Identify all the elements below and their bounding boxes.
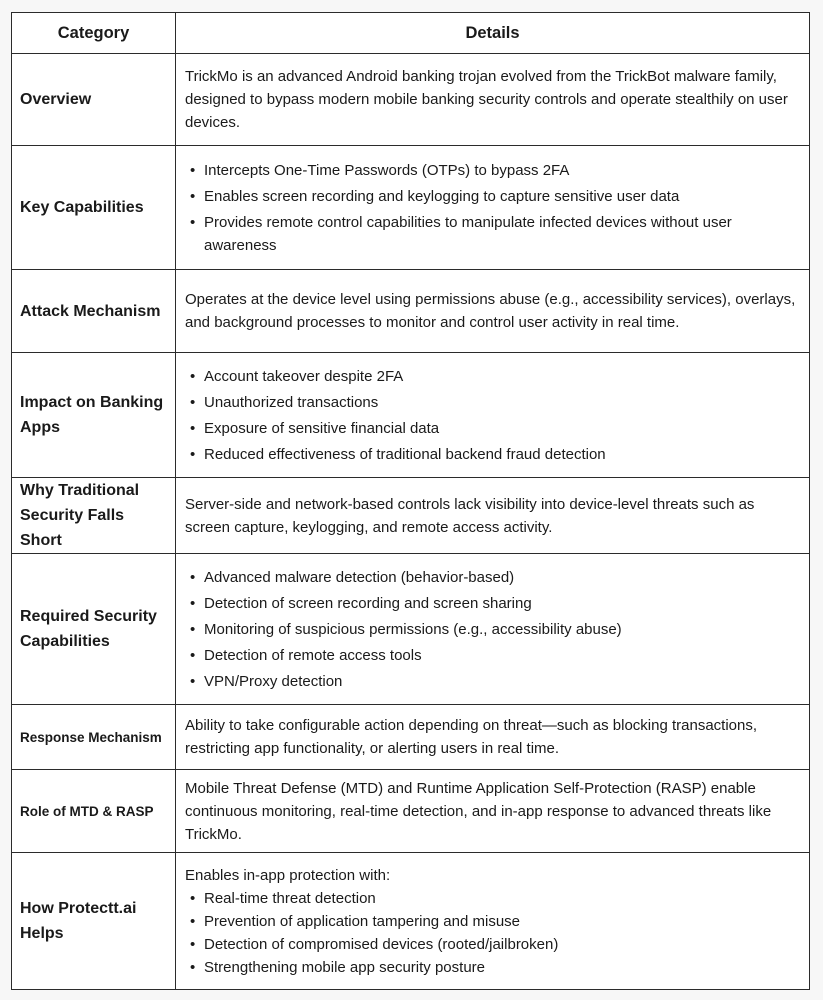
row-category: Response Mechanism — [12, 705, 176, 770]
table-header-row — [12, 13, 810, 54]
list-item: • VPN/Proxy detection — [185, 670, 801, 693]
row-key-capabilities — [12, 146, 810, 270]
row-why-traditional-security-falls-short — [12, 478, 810, 554]
list-item: • Strengthening mobile app security posture — [185, 956, 801, 979]
details-list — [185, 887, 801, 979]
list-item: • Unauthorized transactions — [185, 391, 801, 414]
details-text: Operates at the device level using permissions abuse (e.g., accessibility services), overlays, and background processes to monitor and control user activity in real time. — [185, 291, 796, 331]
row-details — [176, 705, 810, 770]
list-item: • Prevention of application tampering and misuse — [185, 910, 801, 933]
details-list — [185, 365, 801, 466]
row-category: Overview — [12, 54, 176, 146]
row-details — [176, 146, 810, 270]
list-item: • Detection of remote access tools — [185, 644, 801, 667]
list-item: • Exposure of sensitive financial data — [185, 417, 801, 440]
details-text: Ability to take configurable action depending on threat—such as blocking transactions, restricting app functionality, or alerting users in real time. — [185, 717, 758, 757]
row-how-protectt-ai-helps — [12, 853, 810, 990]
row-details — [176, 270, 810, 353]
details-column-header: Details — [176, 13, 810, 54]
details-text: TrickMo is an advanced Android banking trojan evolved from the TrickBot malware family, designed to bypass modern mobile banking security controls and operate stealthily on user devices. — [185, 68, 788, 131]
row-role-of-mtd-rasp — [12, 770, 810, 853]
row-details — [176, 54, 810, 146]
list-item: • Provides remote control capabilities to manipulate infected devices without user awareness — [185, 211, 801, 257]
list-item: • Detection of screen recording and screen sharing — [185, 592, 801, 615]
row-required-security-capabilities — [12, 554, 810, 705]
list-item: • Detection of compromised devices (rooted/jailbroken) — [185, 933, 801, 956]
details-list — [185, 159, 801, 257]
row-overview — [12, 54, 810, 146]
list-item: • Real-time threat detection — [185, 887, 801, 910]
row-details — [176, 554, 810, 705]
row-details — [176, 853, 810, 990]
row-category: How Protectt.ai Helps — [12, 853, 176, 990]
details-text: Mobile Threat Defense (MTD) and Runtime Application Self-Protection (RASP) enable continuous monitoring, real-time detection, and in-app response to advanced threats like TrickMo. — [185, 779, 772, 843]
row-category: Attack Mechanism — [12, 270, 176, 353]
row-response-mechanism — [12, 705, 810, 770]
row-details — [176, 478, 810, 554]
details-intro: Enables in-app protection with: — [185, 866, 391, 884]
category-column-header: Category — [12, 13, 176, 54]
list-item: • Monitoring of suspicious permissions (e.g., accessibility abuse) — [185, 618, 801, 641]
details-text: Server-side and network-based controls lack visibility into device-level threats such as screen capture, keylogging, and remote access activity. — [185, 495, 755, 536]
list-item: • Enables screen recording and keylogging to capture sensitive user data — [185, 185, 801, 208]
threat-summary-table — [11, 12, 810, 990]
row-attack-mechanism — [12, 270, 810, 353]
row-category: Key Capabilities — [12, 146, 176, 270]
details-list — [185, 566, 801, 693]
list-item: • Reduced effectiveness of traditional backend fraud detection — [185, 443, 801, 466]
row-details — [176, 353, 810, 478]
list-item: • Intercepts One-Time Passwords (OTPs) to bypass 2FA — [185, 159, 801, 182]
list-item: • Advanced malware detection (behavior-based) — [185, 566, 801, 589]
row-category: Why Traditional Security Falls Short — [12, 478, 176, 554]
row-details — [176, 770, 810, 853]
row-category: Impact on Banking Apps — [12, 353, 176, 478]
row-category: Required Security Capabilities — [12, 554, 176, 705]
list-item: • Account takeover despite 2FA — [185, 365, 801, 388]
row-category: Role of MTD & RASP — [12, 770, 176, 853]
row-impact-on-banking-apps — [12, 353, 810, 478]
